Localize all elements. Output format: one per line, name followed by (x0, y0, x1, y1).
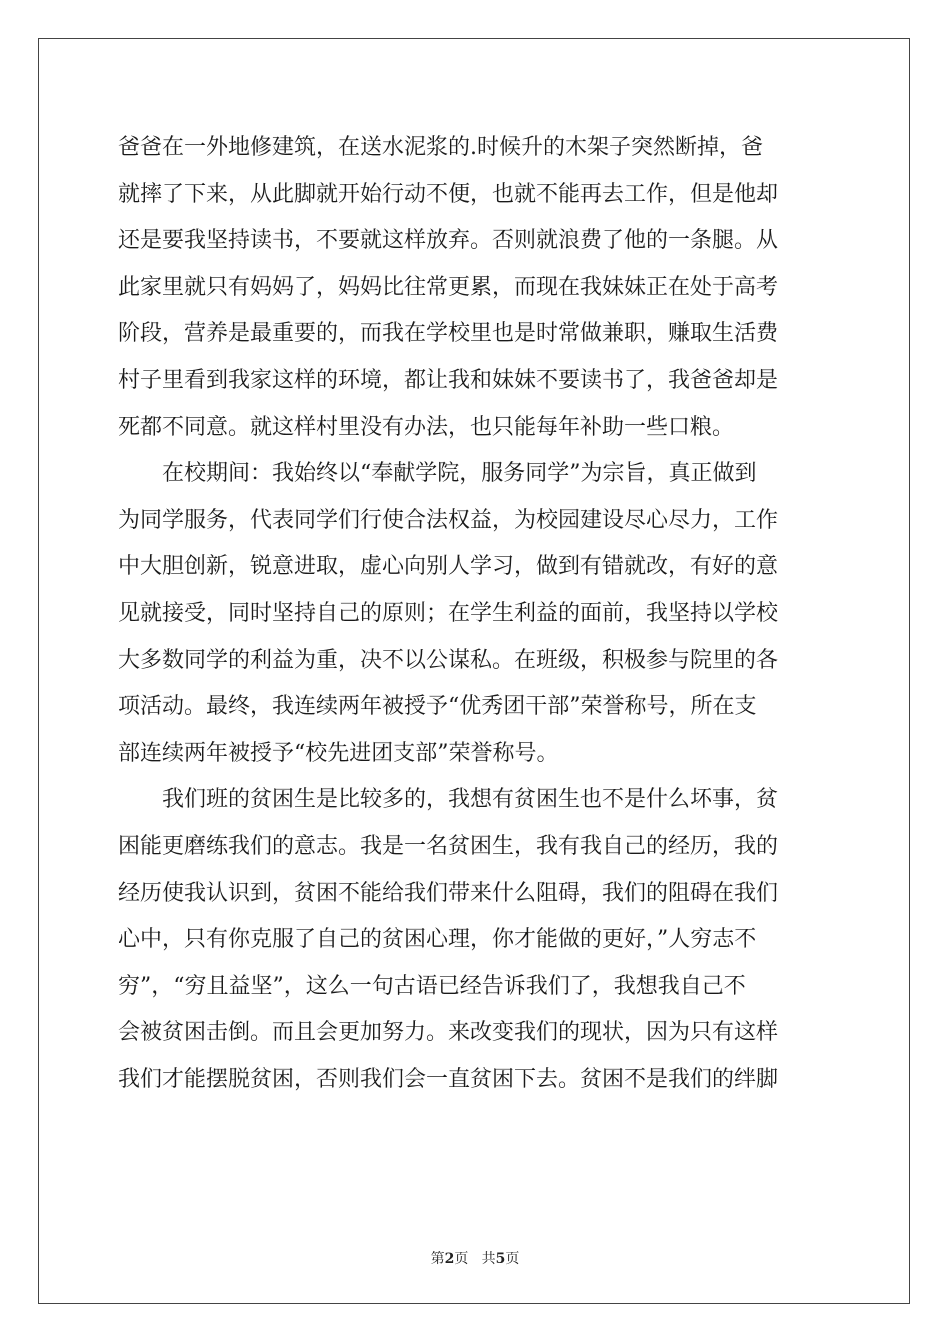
document-body (118, 125, 838, 1103)
text-line: 爸爸在一外地修建筑，在送水泥浆的.时候升的木架子突然断掉，爸 (118, 135, 763, 160)
total-page-count: 5 (495, 1251, 506, 1267)
text-line: 为同学服务，代表同学们行使合法权益，为校园建设尽心尽力，工作 (118, 507, 779, 533)
text-line: 村子里看到我家这样的环境，都让我和妹妹不要读书了，我爸爸却是 (118, 367, 779, 393)
text-line: 部连续两年被授予“校先进团支部”荣誉称号。 (118, 740, 559, 766)
text-line: 中大胆创新，锐意进取，虚心向别人学习，做到有错就改，有好的意 (118, 554, 779, 580)
text-line: 见就接受，同时坚持自己的原则；在学生利益的面前，我坚持以学校 (118, 600, 779, 626)
text-line: 会被贫困击倒。而且会更加努力。来改变我们的现状，因为只有这样 (118, 1020, 779, 1046)
text-line: 就摔了下来，从此脚就开始行动不便，也就不能再去工作，但是他却 (118, 181, 779, 207)
text-line: 穷”，“穷且益坚”，这么一句古语已经告诉我们了，我想我自己不 (118, 973, 746, 999)
paragraph-start-line: 我们班的贫困生是比较多的，我想有贫困生也不是什么坏事，贫 (162, 787, 779, 813)
current-page-number: 2 (444, 1251, 455, 1267)
text-line: 死都不同意。就这样村里没有办法，也只能每年补助一些口粮。 (118, 414, 735, 440)
text-line: 项活动。最终，我连续两年被授予“优秀团干部”荣誉称号，所在支 (118, 694, 757, 720)
text-line: 阶段，营养是最重要的，而我在学校里也是时常做兼职，赚取生活费 (118, 321, 779, 347)
text-line: 我们才能摆脱贫困，否则我们会一直贫困下去。贫困不是我们的绊脚 (118, 1066, 779, 1092)
text-line: 心中，只有你克服了自己的贫困心理，你才能做的更好，”人穷志不 (118, 927, 757, 953)
page-footer (0, 1248, 950, 1268)
footer-prefix: 第 (430, 1251, 445, 1267)
text-line: 还是要我坚持读书，不要就这样放弃。否则就浪费了他的一条腿。从 (118, 228, 779, 254)
text-line: 此家里就只有妈妈了，妈妈比往常更累，而现在我妹妹正在处于高考 (118, 274, 779, 300)
text-line: 经历使我认识到，贫困不能给我们带来什么阻碍，我们的阻碍在我们 (118, 880, 779, 906)
footer-page-unit: 页 (454, 1251, 469, 1267)
footer-total-unit: 页 (505, 1251, 520, 1267)
footer-total-prefix: 共 (481, 1251, 496, 1267)
text-line: 大多数同学的利益为重，决不以公谋私。在班级，积极参与院里的各 (118, 647, 779, 673)
text-line: 困能更磨练我们的意志。我是一名贫困生，我有我自己的经历，我的 (118, 833, 779, 859)
paragraph-start-line: 在校期间：我始终以“奉献学院，服务同学”为宗旨，真正做到 (162, 461, 757, 487)
